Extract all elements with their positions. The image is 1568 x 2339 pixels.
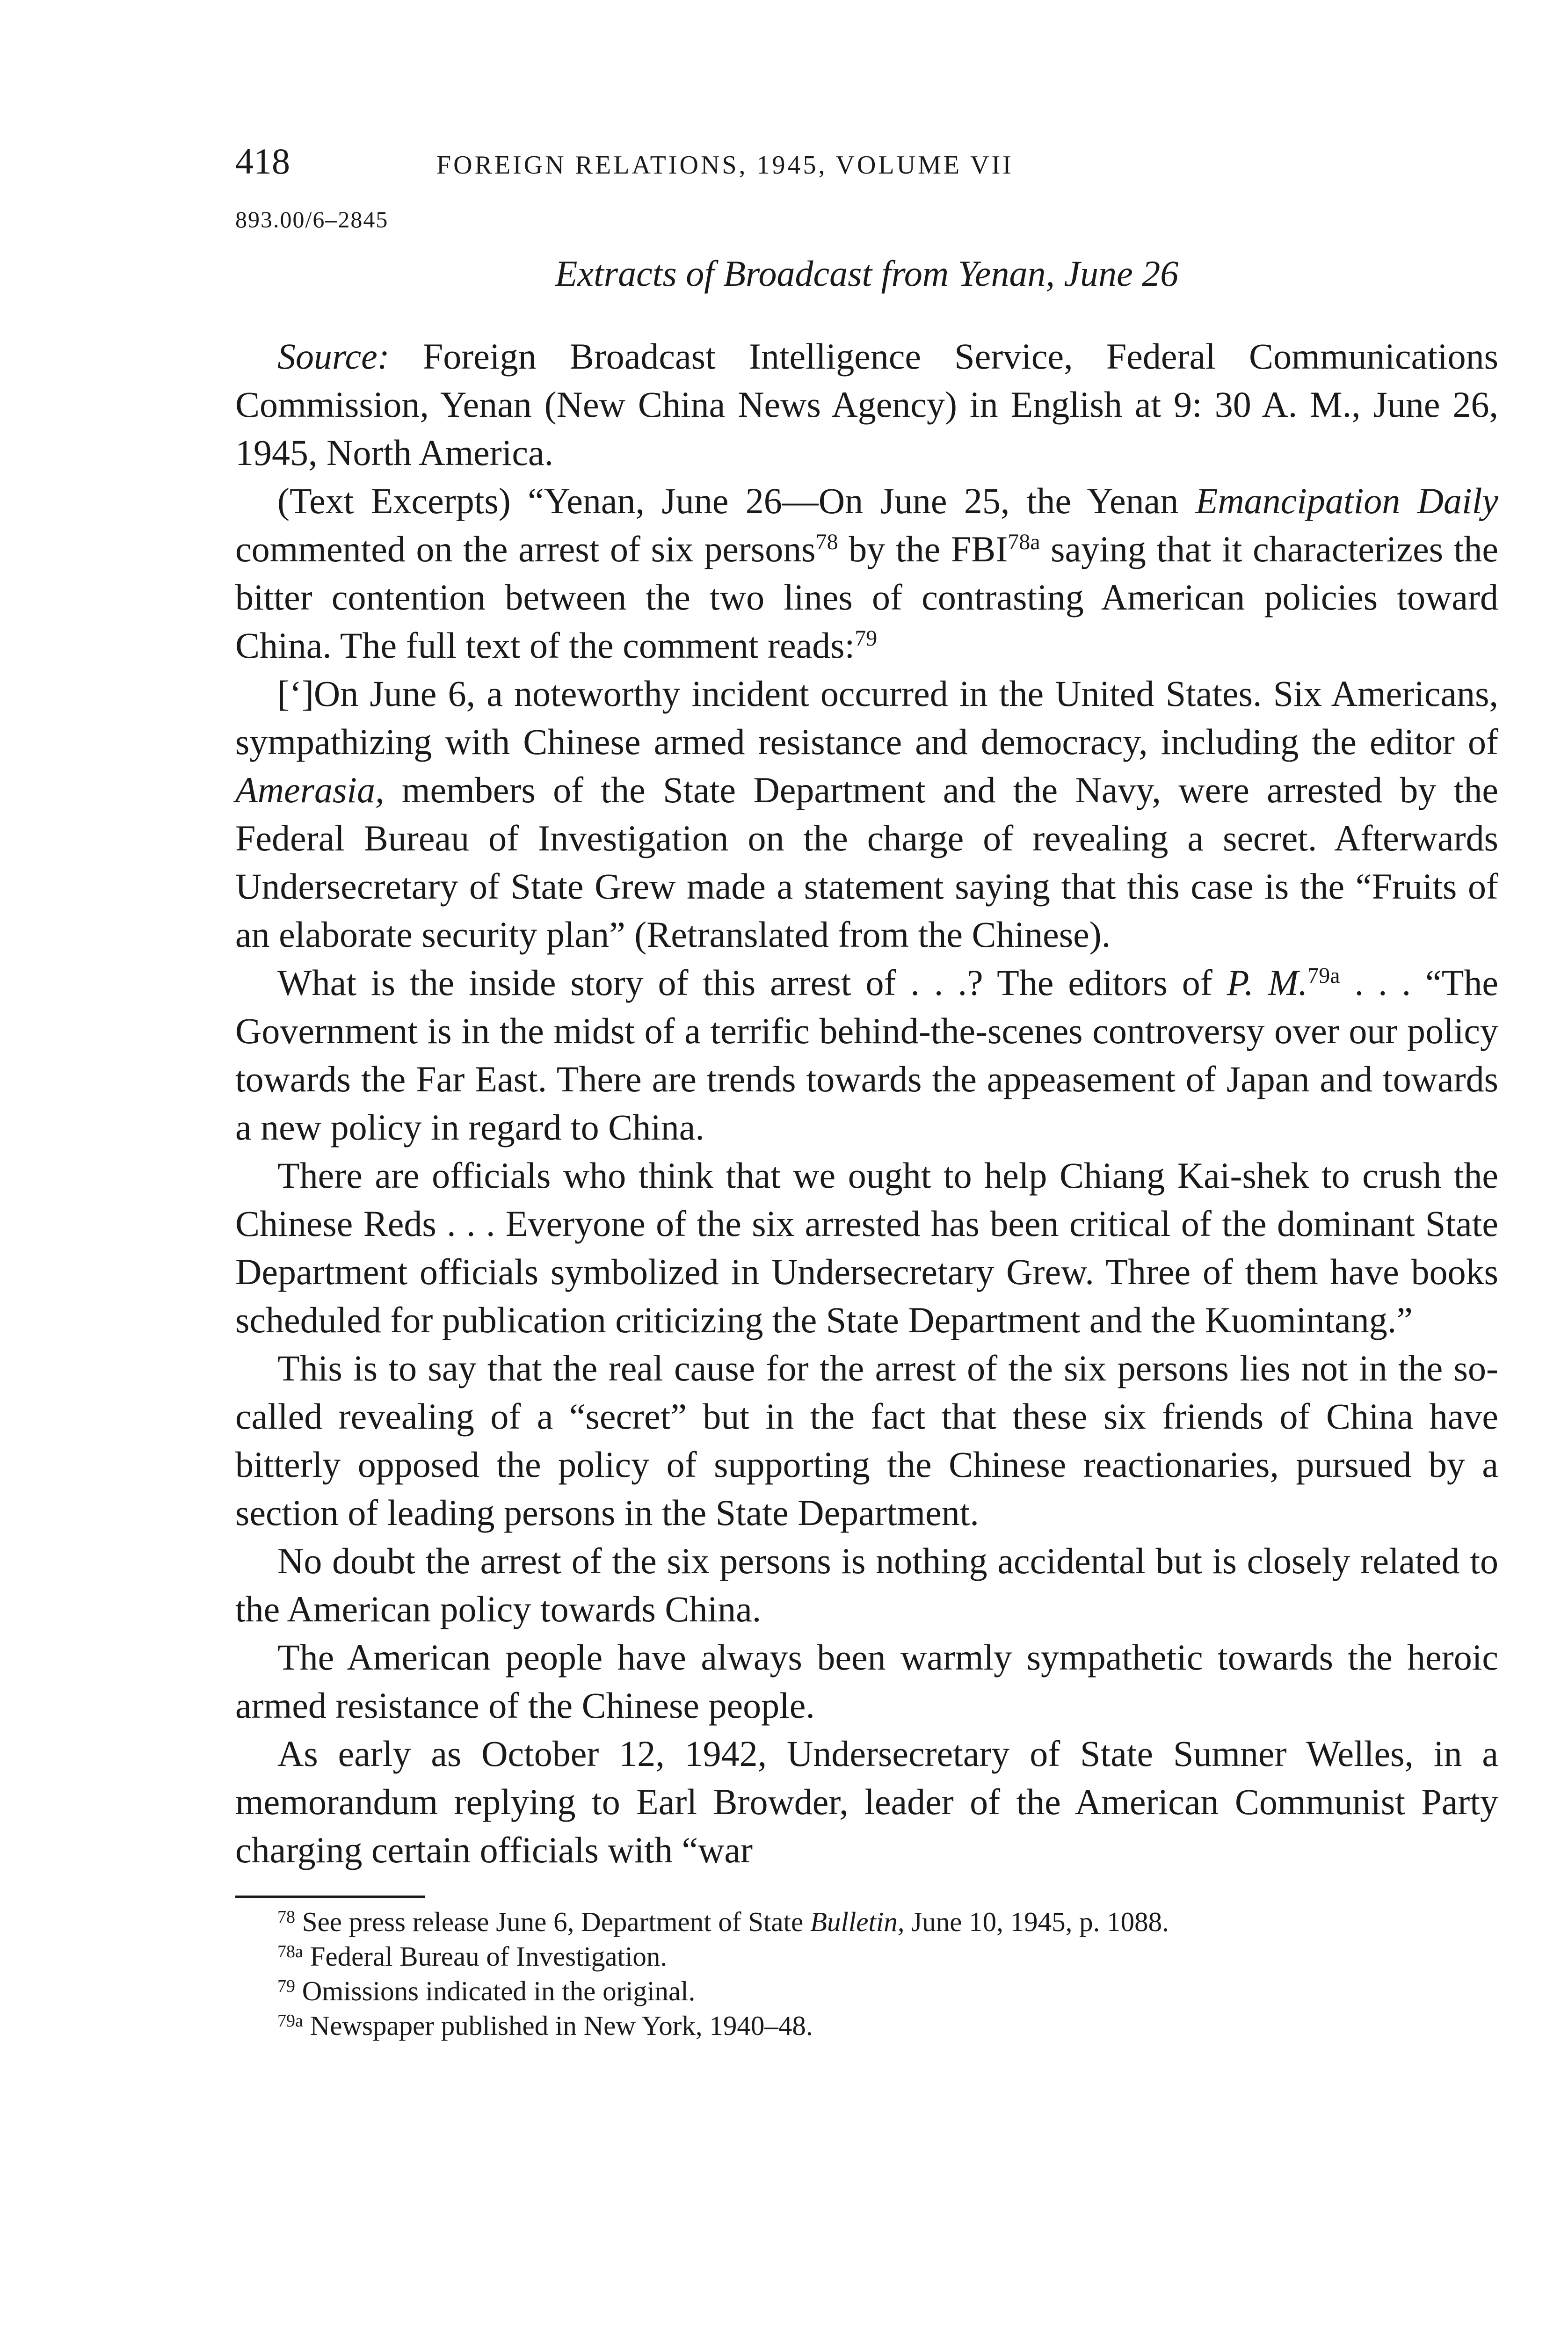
pm-newspaper-name: P. M. (1227, 962, 1308, 1003)
footnote-79 (235, 1974, 1498, 2008)
paragraph-4: There are officials who think that we ought to help Chiang Kai-shek to crush the Chinese Reds . . . Everyone of the six arrested has been critical of the dominant State Department officials symbolized in Undersecretary Grew. Three of them have books scheduled for publication criticizing the State Department and the Kuomintang.” (235, 1155, 1498, 1340)
footnote-divider (235, 1896, 425, 1898)
footnotes (235, 1904, 1498, 2043)
paragraph-1-text-a: (Text Excerpts) “Yenan, June 26—On June 25, the Yenan (277, 480, 1196, 521)
paragraph-1-text-b: commented on the arrest of six persons (235, 529, 816, 569)
document-title: Extracts of Broadcast from Yenan, June 26 (555, 253, 1179, 294)
footnote-78 (235, 1904, 1498, 1939)
footnote-mark: 78 (277, 1907, 295, 1927)
footnote-mark: 79 (277, 1976, 295, 1996)
source-text: Foreign Broadcast Intelligence Service, Federal Communications Commission, Yenan (New China News Agency) in English at 9: 30 A. M., June 26, 1945, North America. (235, 336, 1498, 473)
footnote-ref-79a[interactable]: 79a (1307, 963, 1340, 988)
footnote-text: Federal Bureau of Investigation. (303, 1941, 668, 1972)
paragraph-1-text-d: saying that it characterizes the bitter contention between the two lines of contrasting American policies toward China. The full text of the comment reads: (235, 529, 1499, 666)
footnote-text: Newspaper published in New York, 1940–48. (303, 2010, 813, 2041)
paragraph-1 (235, 477, 1498, 669)
paragraph-2 (235, 669, 1498, 959)
paragraph-6: No doubt the arrest of the six persons is nothing accidental but is closely related to the American policy towards China. (235, 1540, 1498, 1629)
file-number: 893.00/6–2845 (235, 206, 389, 232)
magazine-name: Amerasia, (235, 770, 385, 810)
paragraph-7: The American people have always been warmly sympathetic towards the heroic armed resistance of the Chinese people. (235, 1637, 1498, 1726)
footnote-text: See press release June 6, Department of State (295, 1906, 810, 1937)
paragraph-1-text-c: by the FBI (838, 529, 1008, 569)
footnote-mark: 79a (277, 2011, 303, 2031)
paragraph-3-text-b: . . . “The Government is in the midst of a terrific behind-the-scenes controversy over our policy towards the Far East. There are trends towards the appeasement of Japan and towards a new policy in regard to China. (235, 962, 1498, 1148)
paragraph-5: This is to say that the real cause for the arrest of the six persons lies not in the so-called revealing of a “secret” but in the fact that these six friends of China have bitterly opposed the policy of supporting the Chinese reactionaries, pursued by a section of leading persons in the State Department. (235, 1348, 1498, 1533)
footnote-ref-79[interactable]: 79 (855, 626, 878, 651)
footnote-mark: 78a (277, 1942, 303, 1961)
footnote-text: Omissions indicated in the original. (295, 1976, 696, 2006)
running-title: FOREIGN RELATIONS, 1945, VOLUME VII (436, 151, 1014, 180)
newspaper-name: Emancipation Daily (1195, 480, 1498, 521)
footnote-ref-78[interactable]: 78 (815, 530, 838, 554)
running-head (235, 140, 1498, 201)
source-note (235, 332, 1498, 477)
page-number: 418 (235, 141, 290, 182)
footnote-text: June 10, 1945, p. 1088. (904, 1906, 1169, 1937)
paragraph-2-text-a: [‘]On June 6, a noteworthy incident occurred in the United States. Six Americans, sympathizing with Chinese armed resistance and democracy, including the editor of (235, 673, 1498, 762)
paragraph-3-text-a: What is the inside story of this arrest of . . .? The editors of (277, 962, 1227, 1003)
paragraph-3 (235, 959, 1498, 1151)
footnote-78a (235, 1939, 1498, 1974)
footnote-ref-78a[interactable]: 78a (1008, 530, 1040, 554)
document-page (235, 140, 1498, 2043)
paragraph-2-text-b: members of the State Department and the Navy, were arrested by the Federal Bureau of Investigation on the charge of revealing a secret. Afterwards Undersecretary of State Grew made a statement saying that this case is the “Fruits of an elaborate security plan” (Retranslated from the Chinese). (235, 770, 1498, 955)
source-label: Source: (277, 336, 390, 377)
paragraph-8: As early as October 12, 1942, Undersecretary of State Sumner Welles, in a memorandum replying to Earl Browder, leader of the American Communist Party charging certain officials with “war (235, 1733, 1498, 1870)
footnote-italic: Bulletin, (810, 1906, 905, 1937)
footnote-79a (235, 2008, 1498, 2043)
